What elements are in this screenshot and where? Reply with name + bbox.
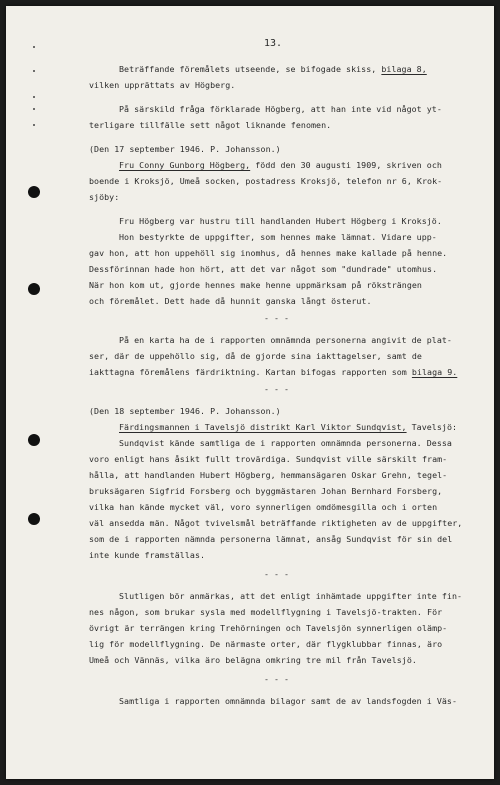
text-line: sjöby: <box>89 192 120 202</box>
witness-name: Färdingsmannen i Tavelsjö distrikt Karl Viktor Sundqvist, <box>119 422 407 432</box>
section-separator: - - - <box>264 384 289 394</box>
text-line: Hon bestyrkte de uppgifter, som hennes make lämnat. Vidare upp- <box>119 232 437 242</box>
margin-dot <box>33 124 35 126</box>
margin-dot <box>33 46 35 48</box>
punch-hole <box>28 283 40 295</box>
date-heading: (Den 18 september 1946. P. Johansson.) <box>89 406 281 416</box>
text-line: Färdingsmannen i Tavelsjö distrikt Karl Viktor Sundqvist, Tavelsjö: <box>119 422 458 432</box>
text-line: voro enligt hans åsikt fullt trovärdiga. Sundqvist ville särskilt fram- <box>89 454 448 464</box>
margin-dot <box>33 96 35 98</box>
attachment-reference: bilaga 8, <box>381 64 427 74</box>
text-line: väl ansedda män. Något tvivelsmål beträffande riktigheten av de uppgifter, <box>89 518 463 528</box>
attachment-reference: bilaga 9. <box>411 367 458 377</box>
section-separator: - - - <box>264 674 289 684</box>
page-number: 13. <box>264 38 283 49</box>
text-line: lig för modellflygning. De närmaste orter, där flygklubbar finnas, äro <box>89 639 443 649</box>
text-line: nes någon, som brukar sysla med modellflygning i Tavelsjö-trakten. För <box>89 607 443 617</box>
text-line: Fru Högberg var hustru till handlanden Hubert Högberg i Kroksjö. <box>119 216 442 226</box>
text-line: terligare tillfälle sett något liknande fenomen. <box>89 120 332 130</box>
section-separator: - - - <box>264 569 289 579</box>
text-line: inte kunde framställas. <box>89 550 206 560</box>
document-page <box>6 6 494 779</box>
margin-dot <box>33 108 35 110</box>
text-line: ser, där de uppehöllo sig, då de gjorde sina iakttagelser, samt de <box>89 351 422 361</box>
text-line: På särskild fråga förklarade Högberg, att han inte vid något yt- <box>119 104 442 114</box>
text-line: På en karta ha de i rapporten omnämnda personerna angivit de plat- <box>119 335 452 345</box>
text-line: Slutligen bör anmärkas, att det enligt inhämtade uppgifter inte fin- <box>119 591 463 601</box>
margin-dot <box>33 70 35 72</box>
text-line: Samtliga i rapporten omnämnda bilagor samt de av landsfogden i Väs- <box>119 696 458 706</box>
text-line: boende i Kroksjö, Umeå socken, postadress Kroksjö, telefon nr 6, Krok- <box>89 176 443 186</box>
text-line: hålla, att handlanden Hubert Högberg, hemmansägaren Oskar Grehn, tegel- <box>89 470 448 480</box>
text-line: som de i rapporten nämnda personerna lämnat, ansåg Sundqvist för sin del <box>89 534 453 544</box>
date-heading: (Den 17 september 1946. P. Johansson.) <box>89 144 281 154</box>
text-line: Sundqvist kände samtliga de i rapporten omnämnda personerna. Dessa <box>119 438 452 448</box>
text-line: gav hon, att hon uppehöll sig inomhus, då hennes make kallade på henne. <box>89 248 448 258</box>
witness-name: Fru Conny Gunborg Högberg, <box>119 160 251 170</box>
text-line: Dessförinnan hade hon hört, att det var något som "dundrade" utomhus. <box>89 264 438 274</box>
text-line: iakttagna föremålens färdriktning. Kartan bifogas rapporten som bilaga 9. <box>89 367 458 377</box>
punch-hole <box>28 434 40 446</box>
section-separator: - - - <box>264 313 289 323</box>
text-line: Fru Conny Gunborg Högberg, född den 30 augusti 1909, skriven och <box>119 160 442 170</box>
text-line: Beträffande föremålets utseende, se bifogade skiss, bilaga 8, <box>119 64 427 74</box>
text-line: och föremålet. Dett hade då hunnit ganska långt österut. <box>89 296 372 306</box>
punch-hole <box>28 186 40 198</box>
text-line: vilken upprättats av Högberg. <box>89 80 236 90</box>
text-line: bruksägaren Sigfrid Forsberg och byggmästaren Johan Bernhard Forsberg, <box>89 486 443 496</box>
punch-hole <box>28 513 40 525</box>
text-line: Umeå och Vännäs, vilka äro belägna omkring tre mil från Tavelsjö. <box>89 655 417 665</box>
text-line: När hon kom ut, gjorde hennes make henne uppmärksam på röksträngen <box>89 280 422 290</box>
text-line: övrigt är terrängen kring Trehörningen och Tavelsjön synnerligen olämp- <box>89 623 448 633</box>
text-line: vilka han kände mycket väl, voro synnerligen omdömesgilla och i orten <box>89 502 438 512</box>
